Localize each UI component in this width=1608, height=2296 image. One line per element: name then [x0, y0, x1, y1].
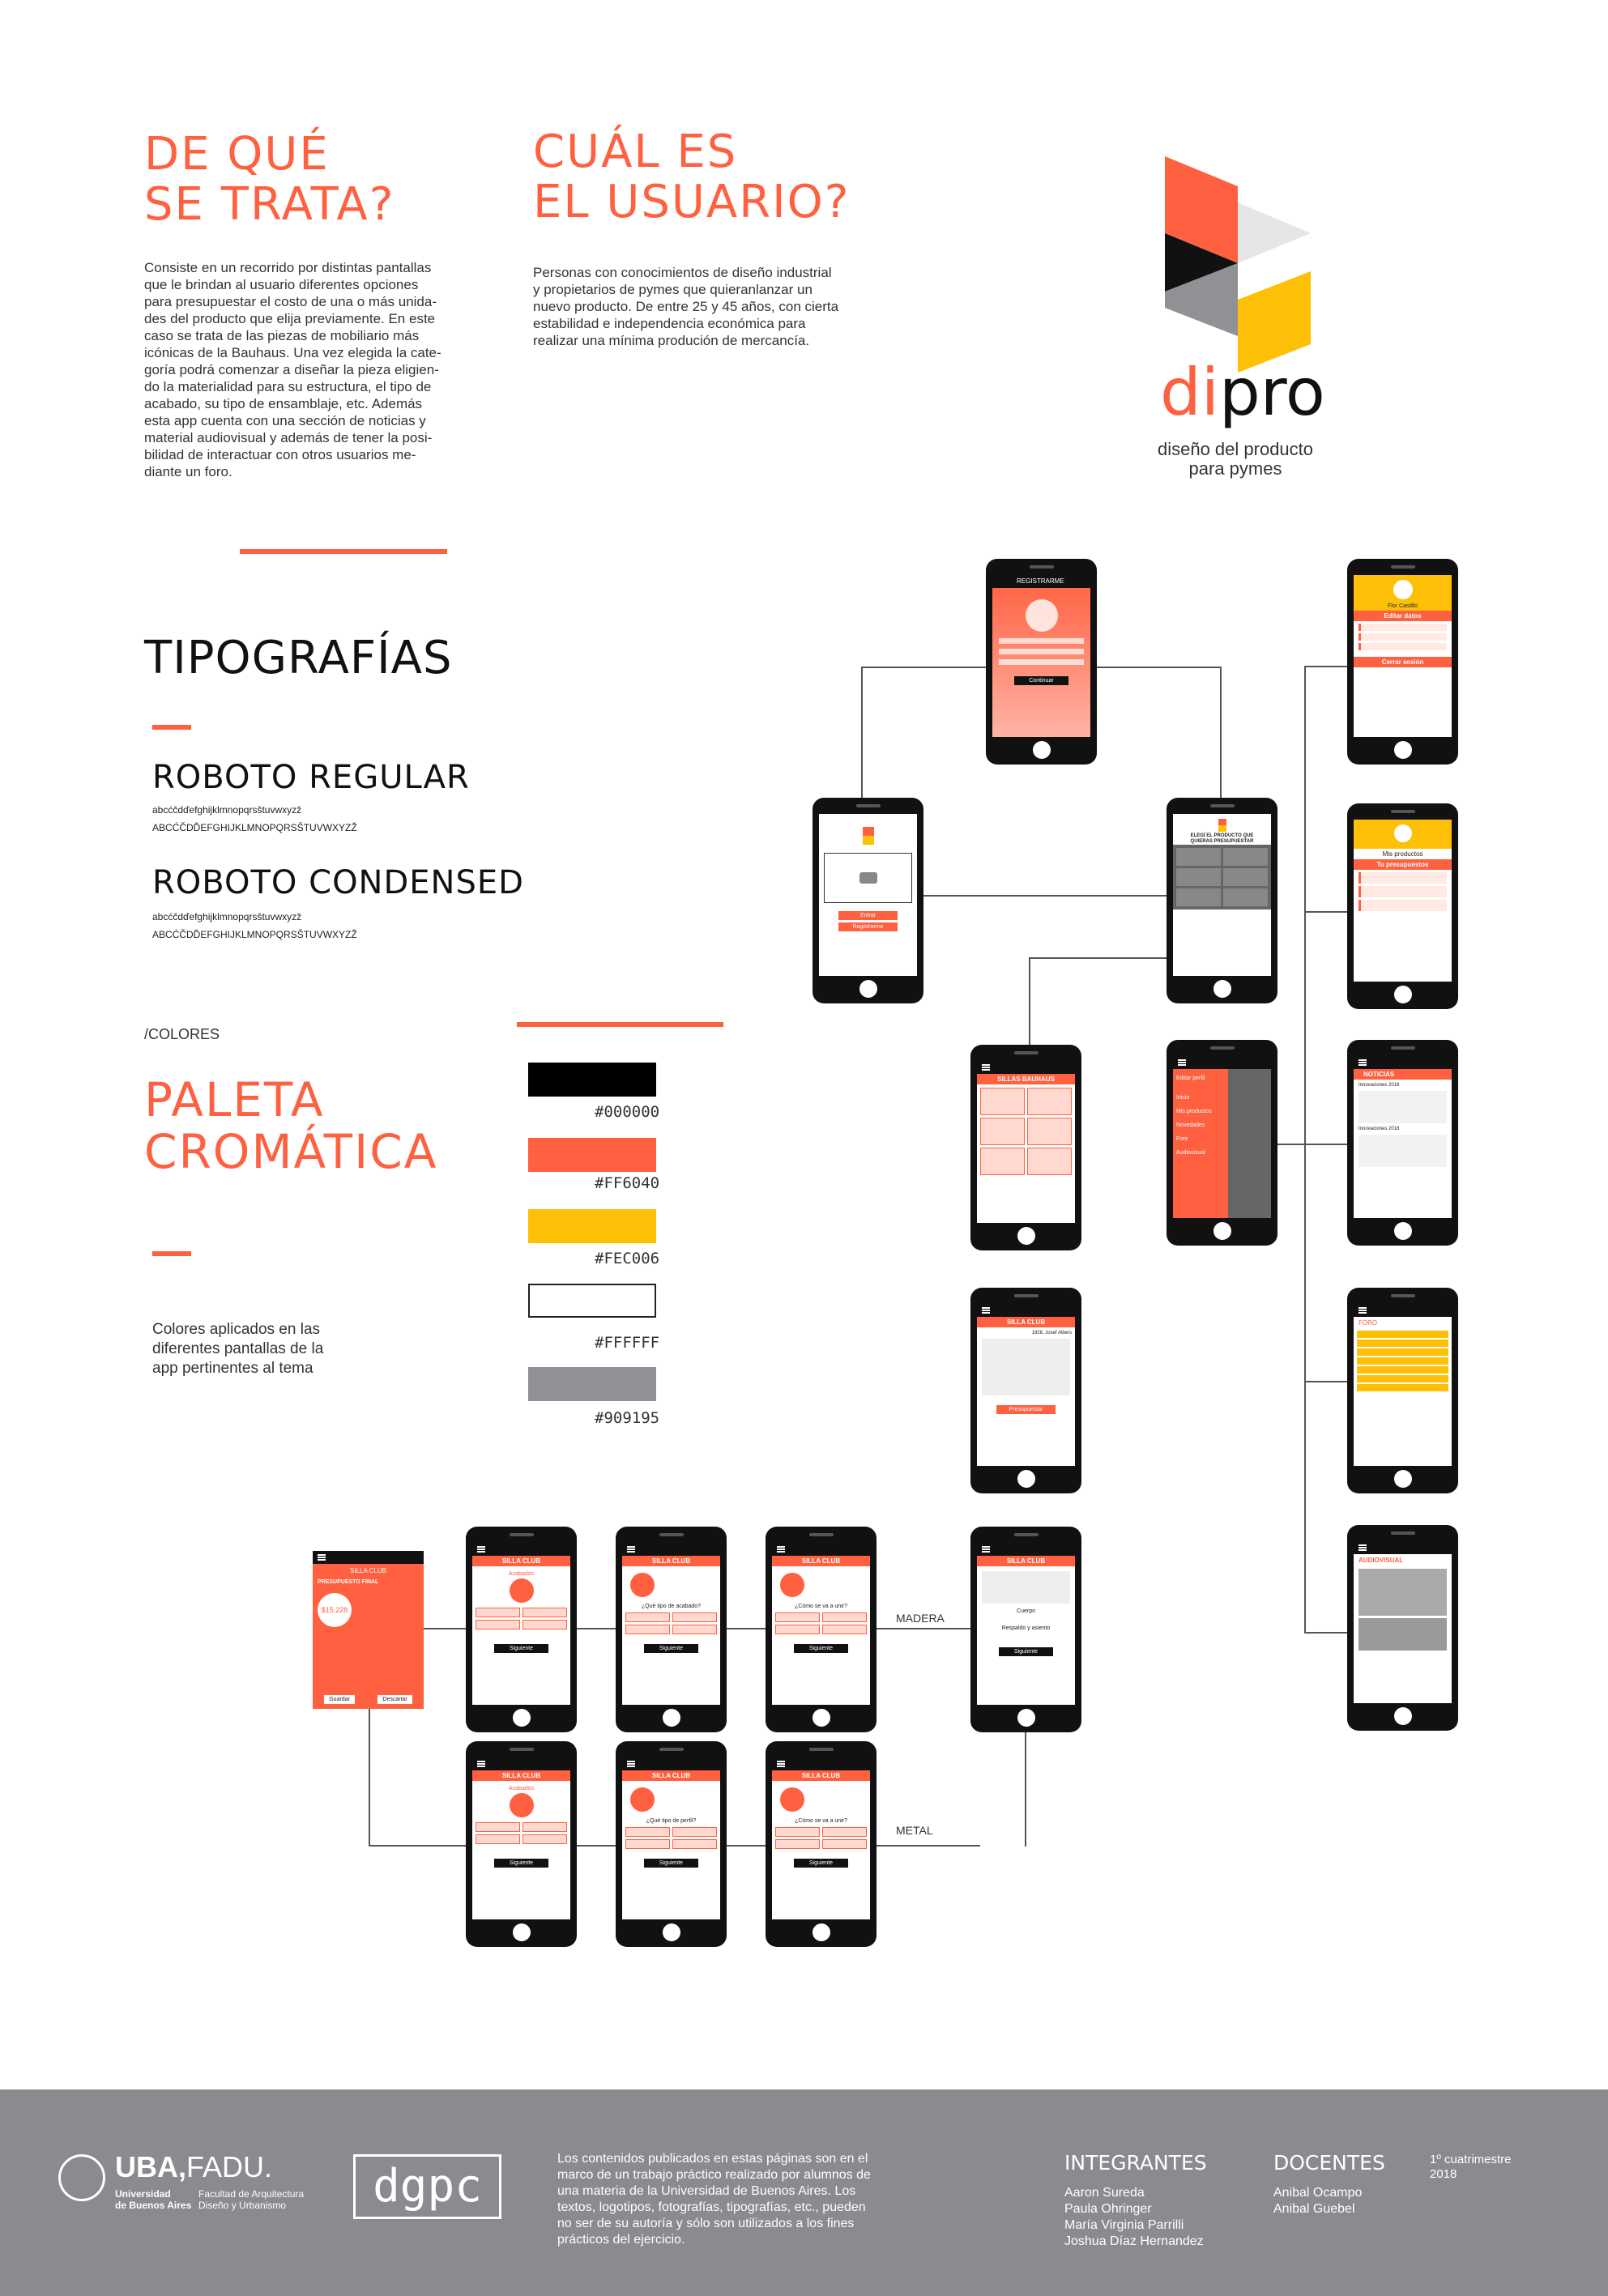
swatch-yellow-label: #FEC006: [595, 1250, 660, 1267]
divider-line: [152, 1251, 191, 1256]
avatar: [1393, 580, 1413, 599]
phone-club-detail: [970, 1288, 1081, 1493]
chair-tile[interactable]: [1027, 1148, 1072, 1175]
phone-forum: [1347, 1288, 1458, 1493]
menu-item-my-products[interactable]: Mis productos: [1176, 1109, 1212, 1114]
profile-icon: [630, 1787, 655, 1812]
profile-name: Flor Castillo: [1388, 603, 1418, 609]
next-button[interactable]: Siguiente: [644, 1644, 698, 1653]
category-tile[interactable]: [1176, 848, 1221, 866]
club-title: SILLA CLUB: [350, 1567, 386, 1574]
phone-chairs: [970, 1045, 1081, 1250]
brand-pro: pro: [1219, 355, 1325, 430]
menu-item-audiovisual[interactable]: Audiovisual: [1176, 1150, 1205, 1156]
footer: [0, 2089, 1608, 2296]
finish-label: Acabados: [508, 1786, 535, 1791]
text-user: Personas con conocimientos de diseño industrial y propietarios de pymes que quieranlanzar un nuevo producto. De entre 25 y 45 años, con cierta estabilidad e independencia económica para realizar una mínima produción de mercancía.: [533, 265, 839, 348]
swatch-white: [528, 1284, 656, 1318]
category-tile[interactable]: [1176, 868, 1221, 886]
edit-data-button[interactable]: Editar datos: [1354, 611, 1452, 621]
term: 1º cuatrimestre 2018: [1430, 2153, 1512, 2181]
members-title: INTEGRANTES: [1064, 2151, 1207, 2175]
swatch-orange-label: #FF6040: [595, 1174, 660, 1192]
avatar: [1026, 599, 1058, 632]
join-icon: [780, 1787, 804, 1812]
finish-icon: [630, 1573, 655, 1597]
brand-tagline: diseño del producto para pymes: [1157, 439, 1314, 479]
disclaimer: Los contenidos publicados en estas páginas son en el marco de un trabajo práctico realizado por alumnos de una materia de la Universidad de Buenos Aires. Los textos, logotipos, fotografías, tipografías, etc., pueden no ser de su autoría y sólo son utilizados a los fines prácticos del ejercicio.: [557, 2152, 871, 2247]
club-title: SILLA CLUB: [622, 1770, 720, 1781]
continue-button[interactable]: Continuar: [1014, 676, 1068, 685]
connector: [1304, 1632, 1349, 1634]
connector: [861, 667, 863, 798]
join-icon: [780, 1573, 804, 1597]
teachers-title: DOCENTES: [1273, 2151, 1385, 2175]
next-button[interactable]: Siguiente: [494, 1644, 548, 1653]
phone-choose: [1167, 798, 1277, 1003]
connector: [1029, 957, 1030, 1045]
chair-tile[interactable]: [1027, 1088, 1072, 1115]
connector: [1220, 667, 1222, 798]
menu-item-news[interactable]: Novedades: [1176, 1122, 1205, 1128]
menu-item-forum[interactable]: Foro: [1176, 1136, 1188, 1142]
final-budget-title: PRESUPUESTO FINAL: [318, 1579, 379, 1585]
news-item[interactable]: Innovaciones 2018: [1358, 1083, 1400, 1088]
club-title: SILLA CLUB: [472, 1770, 570, 1781]
phone-join-metal: [766, 1741, 877, 1947]
chair-tile[interactable]: [980, 1148, 1025, 1175]
phone-join-wood: [766, 1527, 877, 1732]
mini-logo-icon: [863, 827, 874, 845]
connector: [1304, 666, 1349, 667]
font2-name: ROBOTO CONDENSED: [152, 864, 524, 901]
connector: [1304, 666, 1306, 1634]
phone-news: [1347, 1040, 1458, 1246]
uba-subtitle: Universidad de Buenos Aires: [115, 2188, 192, 2211]
chair-tile[interactable]: [980, 1088, 1025, 1115]
swatch-orange: [528, 1138, 656, 1172]
dgpc-logo: [353, 2154, 501, 2219]
question-join: ¿Cómo se va a unir?: [795, 1604, 847, 1609]
phone-finish-wood: [466, 1527, 577, 1732]
news-title: NOTICIAS: [1354, 1069, 1452, 1080]
title-user: CUÁL ES EL USUARIO?: [533, 126, 851, 228]
brand-di: di: [1160, 355, 1220, 430]
video-player[interactable]: [824, 853, 912, 903]
next-button[interactable]: Siguiente: [644, 1859, 698, 1868]
category-tile[interactable]: [1223, 868, 1268, 886]
phone-finish-type-wood: [616, 1527, 727, 1732]
palette-note: Colores aplicados en las diferentes pantallas de la app pertinentes al tema: [152, 1321, 324, 1377]
club-title: SILLA CLUB: [772, 1770, 870, 1781]
divider-line: [240, 549, 447, 554]
phone-final-budget: [313, 1551, 424, 1709]
fadu-text: FADU.: [186, 2150, 273, 2183]
audiovisual-title: AUDIOVISUAL: [1358, 1557, 1404, 1564]
logout-button[interactable]: Cerrar sesión: [1354, 657, 1452, 667]
dgpc-text: dgpc: [373, 2160, 482, 2213]
typography-title: TIPOGRAFÍAS: [144, 632, 453, 684]
connector: [919, 895, 1167, 897]
budget-button[interactable]: Presupuestar: [996, 1405, 1056, 1414]
next-button[interactable]: Siguiente: [794, 1859, 848, 1868]
members-list: Aaron Sureda Paula Ohringer María Virginia Parrilli Joshua Díaz Hernandez: [1064, 2186, 1204, 2248]
text-what-is-it: Consiste en un recorrido por distintas pantallas que le brindan al usuario diferentes opciones para presupuestar el costo de una o más unida- des del producto que elija previamente. En este caso se trata de las piezas de mobiliario más icónicas de la Bauhaus. Una vez elegida la cate- goría podrá comenzar a diseñar la pieza eligien- do la materialidad para su estructura, el tipo de acabado, su tipo de ensamblaje, etc. Además esta app cuenta con una sección de noticias y material audiovisual y además de tener la posi- bilidad de interactuar con otros usuarios me- diante un foro.: [144, 260, 441, 479]
swatch-gray-label: #909195: [595, 1409, 660, 1427]
club-year: 1928, Josef Albers: [1031, 1331, 1072, 1335]
branch-wood-label: MADERA: [896, 1612, 945, 1625]
swatch-white-label: #FFFFFF: [595, 1334, 660, 1352]
phone-menu: [1167, 1040, 1277, 1246]
divider-line: [517, 1022, 723, 1027]
club-title: SILLA CLUB: [472, 1556, 570, 1566]
chairs-title: SILLAS BAUHAUS: [977, 1074, 1075, 1084]
menu-item-home[interactable]: Inicio: [1176, 1095, 1190, 1101]
connector: [1304, 1381, 1349, 1382]
phone-structure: [970, 1527, 1081, 1732]
font1-lower: abcćčdďefghijklmnopqrsštuvwxyzž: [152, 804, 302, 816]
finish-label: Acabados: [508, 1571, 535, 1577]
seat-label: Respaldo y asiento: [1001, 1625, 1051, 1631]
connector: [1304, 911, 1349, 913]
save-button[interactable]: Guardar: [324, 1695, 355, 1704]
next-button[interactable]: Siguiente: [794, 1644, 848, 1653]
divider-line: [152, 725, 191, 730]
finish-icon: [510, 1793, 534, 1817]
font2-upper: ABCĆČDĎEFGHIJKLMNOPQRSŠTUVWXYZŽ: [152, 929, 357, 940]
branch-metal-label: METAL: [896, 1824, 933, 1837]
question-join: ¿Cómo se va a unir?: [795, 1818, 847, 1824]
question-finish: ¿Qué tipo de acabado?: [641, 1604, 702, 1609]
phone-audiovisual: [1347, 1525, 1458, 1731]
teachers-list: Anibal Ocampo Anibal Guebel: [1273, 2186, 1363, 2216]
category-tile[interactable]: [1176, 888, 1221, 906]
enter-button[interactable]: Entrar: [838, 911, 898, 920]
connector: [1025, 1729, 1026, 1847]
tab-budgets[interactable]: Tu presupuestos: [1354, 859, 1452, 870]
font2-lower: abcćčdďefghijklmnopqrsštuvwxyzž: [152, 911, 302, 922]
body-label: Cuerpo: [1017, 1608, 1035, 1614]
side-menu: [1173, 1069, 1228, 1218]
club-title: SILLA CLUB: [977, 1556, 1075, 1566]
club-title: SILLA CLUB: [772, 1556, 870, 1566]
next-button[interactable]: Siguiente: [494, 1859, 548, 1868]
swatch-black-label: #000000: [595, 1103, 660, 1121]
uba-fadu-logo: UBA,FADU.: [115, 2150, 273, 2183]
register-title: REGISTRARME: [1017, 577, 1064, 585]
forum-title: FORO: [1358, 1319, 1378, 1327]
club-title: SILLA CLUB: [622, 1556, 720, 1566]
font1-upper: ABCĆČDĎEFGHIJKLMNOPQRSŠTUVWXYZŽ: [152, 822, 357, 833]
register-button[interactable]: Registrarme: [838, 922, 898, 931]
fadu-subtitle: Facultad de Arquitectura Diseño y Urbanismo: [198, 2188, 305, 2211]
colors-label: /COLORES: [144, 1026, 220, 1042]
final-price: $15.228: [318, 1593, 352, 1627]
discard-button[interactable]: Descartar: [377, 1695, 412, 1704]
phone-finish-metal: [466, 1741, 577, 1947]
club-title: SILLA CLUB: [977, 1317, 1075, 1327]
swatch-gray: [528, 1367, 656, 1401]
title-what-is-it: DE QUÉ SE TRATA?: [144, 128, 395, 231]
next-button[interactable]: Siguiente: [999, 1647, 1053, 1656]
play-icon[interactable]: [859, 872, 877, 884]
chair-tile[interactable]: [1027, 1118, 1072, 1145]
myproducts-title: Mis productos: [1382, 850, 1423, 858]
phone-my-products: [1347, 803, 1458, 1009]
choose-title: ELEGÍ EL PRODUCTO QUE QUIERAS PRESUPUESTAR: [1190, 833, 1254, 844]
menu-edit-profile[interactable]: Editar perfil: [1176, 1076, 1205, 1081]
phone-profile: [1347, 559, 1458, 765]
brand-wordmark: [1160, 355, 1325, 430]
connector: [369, 1705, 370, 1847]
dipro-logo-icon: [1150, 150, 1329, 377]
connector: [1029, 957, 1167, 959]
uba-seal-icon: [58, 2154, 105, 2201]
category-tile[interactable]: [1223, 888, 1268, 906]
palette-title: PALETA CROMÁTICA: [144, 1072, 438, 1179]
font1-name: ROBOTO REGULAR: [152, 759, 470, 796]
phone-register: [986, 559, 1097, 765]
connector: [1304, 1144, 1349, 1145]
news-item[interactable]: Innovaciones 2018: [1358, 1127, 1400, 1131]
question-profile: ¿Qué tipo de perfil?: [646, 1818, 697, 1824]
swatch-black: [528, 1063, 656, 1097]
swatch-yellow: [528, 1209, 656, 1243]
category-tile[interactable]: [1223, 848, 1268, 866]
mini-logo-icon: [1218, 819, 1226, 832]
finish-icon: [510, 1578, 534, 1603]
uba-text: UBA: [115, 2150, 178, 2183]
phone-home: [813, 798, 923, 1003]
avatar: [1394, 824, 1412, 842]
chair-tile[interactable]: [980, 1118, 1025, 1145]
phone-profile-metal: [616, 1741, 727, 1947]
